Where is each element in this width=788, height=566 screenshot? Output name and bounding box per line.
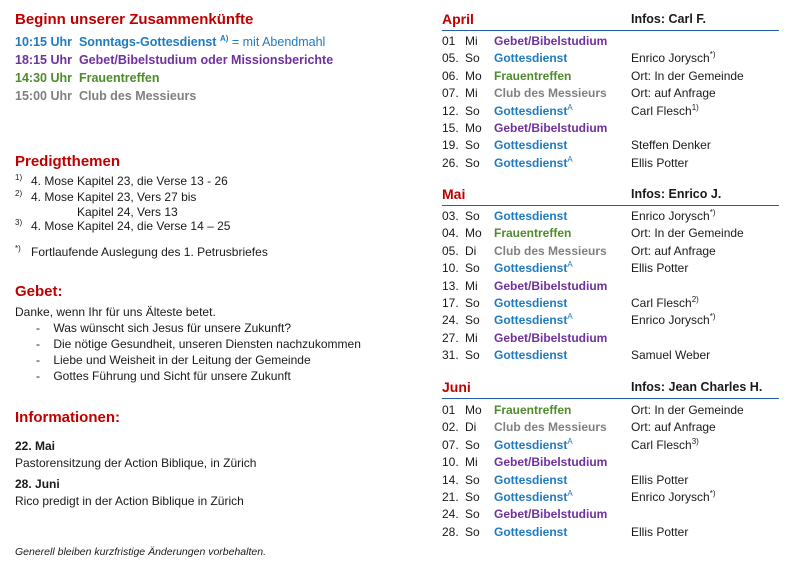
row-info — [631, 138, 711, 152]
row-day: 26. — [442, 155, 459, 170]
prayer-item-text: Liebe und Weisheit in der Leitung der Gemeinde — [53, 353, 311, 367]
row-weekday: Mo — [465, 121, 482, 135]
row-event — [494, 209, 567, 223]
prayer-item: - Liebe und Weisheit in der Leitung der Gemeinde — [36, 353, 311, 367]
row-event — [494, 121, 607, 135]
month-header-juni — [442, 380, 779, 399]
calendar-row — [442, 420, 782, 437]
row-info — [631, 104, 699, 118]
calendar-row — [442, 209, 782, 226]
row-weekday: So — [465, 524, 480, 539]
row-event-sup: A — [567, 489, 573, 498]
row-weekday: So — [465, 313, 480, 328]
row-day: 05. — [442, 243, 459, 258]
row-weekday: Mi — [465, 34, 478, 48]
row-weekday: So — [465, 138, 480, 153]
calendar-row — [442, 138, 782, 155]
month-header-april — [442, 12, 779, 31]
row-info — [631, 209, 715, 223]
row-info-text: Ellis Potter — [631, 261, 689, 276]
row-info-text: Enrico Jorysch — [631, 51, 710, 66]
row-event-name: Gottesdienst — [494, 209, 568, 223]
month-info: Infos: Carl F. — [631, 12, 707, 26]
calendar-row — [442, 226, 782, 243]
row-info-text: Ort: In der Gemeinde — [631, 403, 744, 417]
row-day: 24. — [442, 313, 459, 328]
row-event — [494, 261, 573, 275]
calendar-row — [442, 490, 782, 507]
row-info-text: Steffen Denker — [631, 138, 711, 153]
schedule-title: Beginn unserer Zusammenkünfte — [15, 11, 254, 28]
row-weekday: Mi — [465, 86, 478, 101]
row-day: 06. — [442, 68, 459, 83]
schedule-line-club — [15, 89, 196, 103]
calendar-row — [442, 525, 782, 542]
calendar-row — [442, 313, 782, 330]
row-info-text: Ellis Potter — [631, 524, 689, 539]
row-info — [631, 473, 688, 487]
info-date: 22. Mai — [15, 439, 56, 453]
row-day: 15. — [442, 121, 459, 135]
row-info — [631, 490, 715, 504]
row-event — [494, 490, 573, 504]
row-info — [631, 438, 699, 452]
row-weekday: So — [465, 348, 480, 363]
row-weekday: So — [465, 437, 480, 452]
row-event — [494, 226, 571, 240]
calendar-row — [442, 51, 782, 68]
row-info — [631, 313, 715, 327]
row-info-text: Ort: In der Gemeinde — [631, 68, 744, 83]
row-info-sup: 2) — [691, 295, 699, 304]
row-day: 07. — [442, 437, 459, 452]
row-event-name: Gottesdienst — [494, 524, 568, 539]
row-event — [494, 296, 567, 310]
schedule-time: 10:15 Uhr — [15, 35, 72, 49]
row-day: 10. — [442, 455, 459, 470]
theme-item-3 — [15, 218, 231, 233]
row-info-text: Enrico Jorysch — [631, 209, 710, 223]
calendar-row — [442, 86, 782, 103]
calendar-row — [442, 279, 782, 296]
row-event-name: Club des Messieurs — [494, 243, 607, 258]
row-event-name: Frauentreffen — [494, 226, 572, 241]
theme-text: 4. Mose Kapitel 23, die Verse 13 - 26 — [31, 174, 228, 188]
row-event — [494, 279, 607, 293]
row-event-sup: A — [567, 312, 573, 322]
month-name: April — [442, 11, 474, 27]
info-text: Pastorensitzung der Action Biblique, in Zürich — [15, 456, 257, 470]
row-day: 02. — [442, 420, 459, 435]
row-info-text: Ort: auf Anfrage — [631, 420, 716, 435]
row-event-name: Gottesdienst — [494, 472, 568, 487]
row-info-text: Ort: In der Gemeinde — [631, 226, 744, 241]
row-weekday: Mi — [465, 278, 478, 293]
row-event — [494, 473, 567, 487]
row-event-name: Gebet/Bibelstudium — [494, 34, 608, 48]
row-event-sup: A — [567, 260, 573, 270]
theme-note-mark: *) — [15, 244, 21, 253]
row-info-text: Carl Flesch — [631, 103, 692, 118]
row-info-sup: *) — [709, 489, 716, 498]
row-weekday: So — [465, 472, 480, 487]
calendar-row — [442, 473, 782, 490]
row-day: 10. — [442, 261, 459, 276]
prayer-intro: Danke, wenn Ihr für uns Älteste betet. — [15, 305, 216, 319]
row-event — [494, 86, 607, 100]
row-weekday: Mi — [465, 455, 478, 470]
calendar-row — [442, 455, 782, 472]
row-info — [631, 86, 716, 100]
schedule-time: 14:30 Uhr — [15, 71, 72, 85]
row-event — [494, 244, 607, 258]
calendar-row — [442, 403, 782, 420]
theme-item-2-cont: Kapitel 24, Vers 13 — [77, 205, 178, 219]
row-event — [494, 331, 607, 345]
row-event-name: Gottesdienst — [494, 313, 568, 328]
row-day: 31. — [442, 348, 459, 363]
row-event — [494, 420, 607, 434]
row-info-sup: *) — [709, 208, 716, 217]
themes-title: Predigtthemen — [15, 153, 121, 170]
row-weekday: So — [465, 51, 480, 66]
row-event — [494, 348, 567, 362]
row-weekday: So — [465, 103, 480, 118]
row-info-text: Samuel Weber — [631, 348, 711, 363]
calendar-row — [442, 261, 782, 278]
theme-note-text: Fortlaufende Auslegung des 1. Petrusbriefes — [31, 245, 268, 259]
theme-item-2 — [15, 189, 197, 204]
row-info — [631, 51, 715, 65]
prayer-item-text: Gottes Führung und Sicht für unsere Zukunft — [53, 369, 291, 383]
schedule-time: 15:00 Uhr — [15, 89, 72, 103]
row-event — [494, 438, 573, 452]
prayer-title: Gebet: — [15, 283, 63, 300]
calendar-row — [442, 507, 782, 524]
row-event — [494, 525, 567, 539]
theme-item-1 — [15, 173, 228, 188]
row-day: 24. — [442, 507, 459, 522]
row-weekday: Mo — [465, 68, 482, 83]
row-day: 03. — [442, 209, 459, 223]
row-info-text: Carl Flesch — [631, 296, 692, 310]
prayer-item: - Gottes Führung und Sicht für unsere Zukunft — [36, 369, 291, 383]
row-event-name: Club des Messieurs — [494, 420, 607, 435]
schedule-line-women — [15, 71, 160, 85]
info-title: Informationen: — [15, 409, 120, 426]
prayer-item-text: Was wünscht sich Jesus für unsere Zukunft? — [53, 321, 291, 335]
row-day: 27. — [442, 330, 459, 345]
schedule-sup: A) — [219, 33, 229, 43]
row-event-name: Gottesdienst — [494, 437, 568, 452]
prayer-item: - Die nötige Gesundheit, unseren Diensten nachzukommen — [36, 337, 361, 351]
row-day: 01 — [442, 403, 456, 417]
row-event-name: Frauentreffen — [494, 68, 572, 83]
row-day: 01 — [442, 34, 456, 48]
theme-num: 2) — [15, 189, 23, 198]
row-event-name: Gebet/Bibelstudium — [494, 121, 608, 135]
row-event-name: Gottesdienst — [494, 51, 568, 66]
row-info-sup: *) — [709, 50, 716, 60]
row-weekday: So — [465, 507, 480, 522]
row-weekday: Mo — [465, 403, 482, 417]
row-event-name: Gottesdienst — [494, 261, 568, 276]
month-name: Mai — [442, 186, 466, 202]
calendar-row — [442, 104, 782, 121]
row-event-sup: A — [567, 102, 573, 112]
schedule-line-service — [15, 35, 325, 49]
row-info-text: Enrico Jorysch — [631, 313, 710, 328]
theme-num: 1) — [15, 173, 23, 182]
info-date: 28. Juni — [15, 477, 60, 491]
row-event — [494, 403, 571, 417]
row-event-name: Gebet/Bibelstudium — [494, 278, 608, 293]
calendar-row — [442, 244, 782, 261]
row-info-text: Ellis Potter — [631, 472, 689, 487]
row-info-text: Carl Flesch — [631, 437, 692, 452]
row-info — [631, 156, 688, 170]
row-event-name: Gebet/Bibelstudium — [494, 455, 608, 470]
row-event-sup: A — [567, 154, 573, 164]
calendar-row — [442, 331, 782, 348]
schedule-event: Frauentreffen — [78, 71, 160, 85]
row-info — [631, 403, 744, 417]
row-weekday: So — [465, 296, 480, 310]
row-day: 21. — [442, 490, 459, 504]
row-event-name: Gottesdienst — [494, 138, 568, 153]
calendar-row — [442, 69, 782, 86]
row-event — [494, 156, 573, 170]
row-day: 19. — [442, 138, 459, 153]
calendar-row — [442, 34, 782, 51]
row-event-name: Gottesdienst — [494, 155, 568, 170]
row-event-name: Gottesdienst — [494, 490, 568, 504]
row-day: 05. — [442, 51, 459, 66]
row-weekday: So — [465, 155, 480, 170]
schedule-time: 18:15 Uhr — [15, 53, 72, 67]
row-weekday: So — [465, 261, 480, 276]
row-info-text: Ort: auf Anfrage — [631, 86, 716, 101]
row-info — [631, 348, 710, 362]
row-day: 28. — [442, 524, 459, 539]
calendar-row — [442, 156, 782, 173]
prayer-item-text: Die nötige Gesundheit, unseren Diensten nachzukommen — [53, 337, 361, 351]
row-info — [631, 525, 688, 539]
schedule-event: Club des Messieurs — [78, 89, 197, 103]
schedule-event: Sonntags-Gottesdienst — [78, 35, 217, 49]
row-day: 13. — [442, 278, 459, 293]
row-event-sup: A — [567, 436, 573, 446]
row-event-name: Gebet/Bibelstudium — [494, 330, 608, 345]
calendar-row — [442, 296, 782, 313]
row-event — [494, 455, 607, 469]
schedule-event: Gebet/Bibelstudium oder Missionsberichte — [78, 53, 334, 67]
row-info-sup: 1) — [691, 102, 699, 112]
row-info-sup: *) — [709, 312, 716, 322]
row-event — [494, 51, 567, 65]
footer-note: Generell bleiben kurzfristige Änderungen vorbehalten. — [15, 546, 266, 558]
month-info: Infos: Enrico J. — [631, 187, 722, 201]
row-info — [631, 261, 688, 275]
theme-note — [15, 244, 268, 259]
row-event — [494, 313, 573, 327]
month-header-mai — [442, 187, 779, 206]
row-weekday: Di — [465, 420, 477, 435]
row-info-text: Ellis Potter — [631, 155, 689, 170]
calendar-row — [442, 438, 782, 455]
row-event-name: Club des Messieurs — [494, 86, 607, 101]
theme-text: 4. Mose Kapitel 24, die Verse 14 – 25 — [31, 219, 231, 233]
row-event-name: Gottesdienst — [494, 296, 568, 310]
row-day: 17. — [442, 296, 459, 310]
month-name: Juni — [442, 379, 471, 395]
row-info-sup: 3) — [691, 436, 699, 446]
row-info — [631, 226, 744, 240]
theme-text: 4. Mose Kapitel 23, Vers 27 bis — [31, 190, 197, 204]
row-weekday: Di — [465, 243, 477, 258]
row-info — [631, 69, 744, 83]
row-event — [494, 138, 567, 152]
row-info — [631, 244, 716, 258]
row-event-name: Gebet/Bibelstudium — [494, 507, 608, 522]
row-event-name: Frauentreffen — [494, 403, 572, 417]
calendar-row — [442, 121, 782, 138]
theme-num: 3) — [15, 218, 23, 227]
row-weekday: Mo — [465, 226, 482, 241]
row-event — [494, 69, 571, 83]
row-day: 04. — [442, 226, 459, 241]
prayer-item: - Was wünscht sich Jesus für unsere Zukunft? — [36, 321, 291, 335]
row-info-text: Ort: auf Anfrage — [631, 243, 716, 258]
row-event — [494, 104, 573, 118]
calendar-row — [442, 348, 782, 365]
row-event — [494, 507, 607, 521]
schedule-suffix: = mit Abendmahl — [228, 35, 326, 49]
row-day: 14. — [442, 472, 459, 487]
row-event — [494, 34, 607, 48]
month-info: Infos: Jean Charles H. — [631, 380, 763, 394]
row-weekday: So — [465, 209, 480, 223]
row-weekday: Mi — [465, 330, 478, 345]
row-weekday: So — [465, 490, 480, 504]
row-info — [631, 420, 716, 434]
row-day: 07. — [442, 86, 459, 101]
row-event-name: Gottesdienst — [494, 348, 568, 363]
schedule-line-prayer — [15, 53, 333, 67]
row-info-text: Enrico Jorysch — [631, 490, 710, 504]
info-text: Rico predigt in der Action Biblique in Zürich — [15, 494, 244, 508]
row-day: 12. — [442, 103, 459, 118]
row-info — [631, 296, 699, 310]
row-event-name: Gottesdienst — [494, 103, 568, 118]
